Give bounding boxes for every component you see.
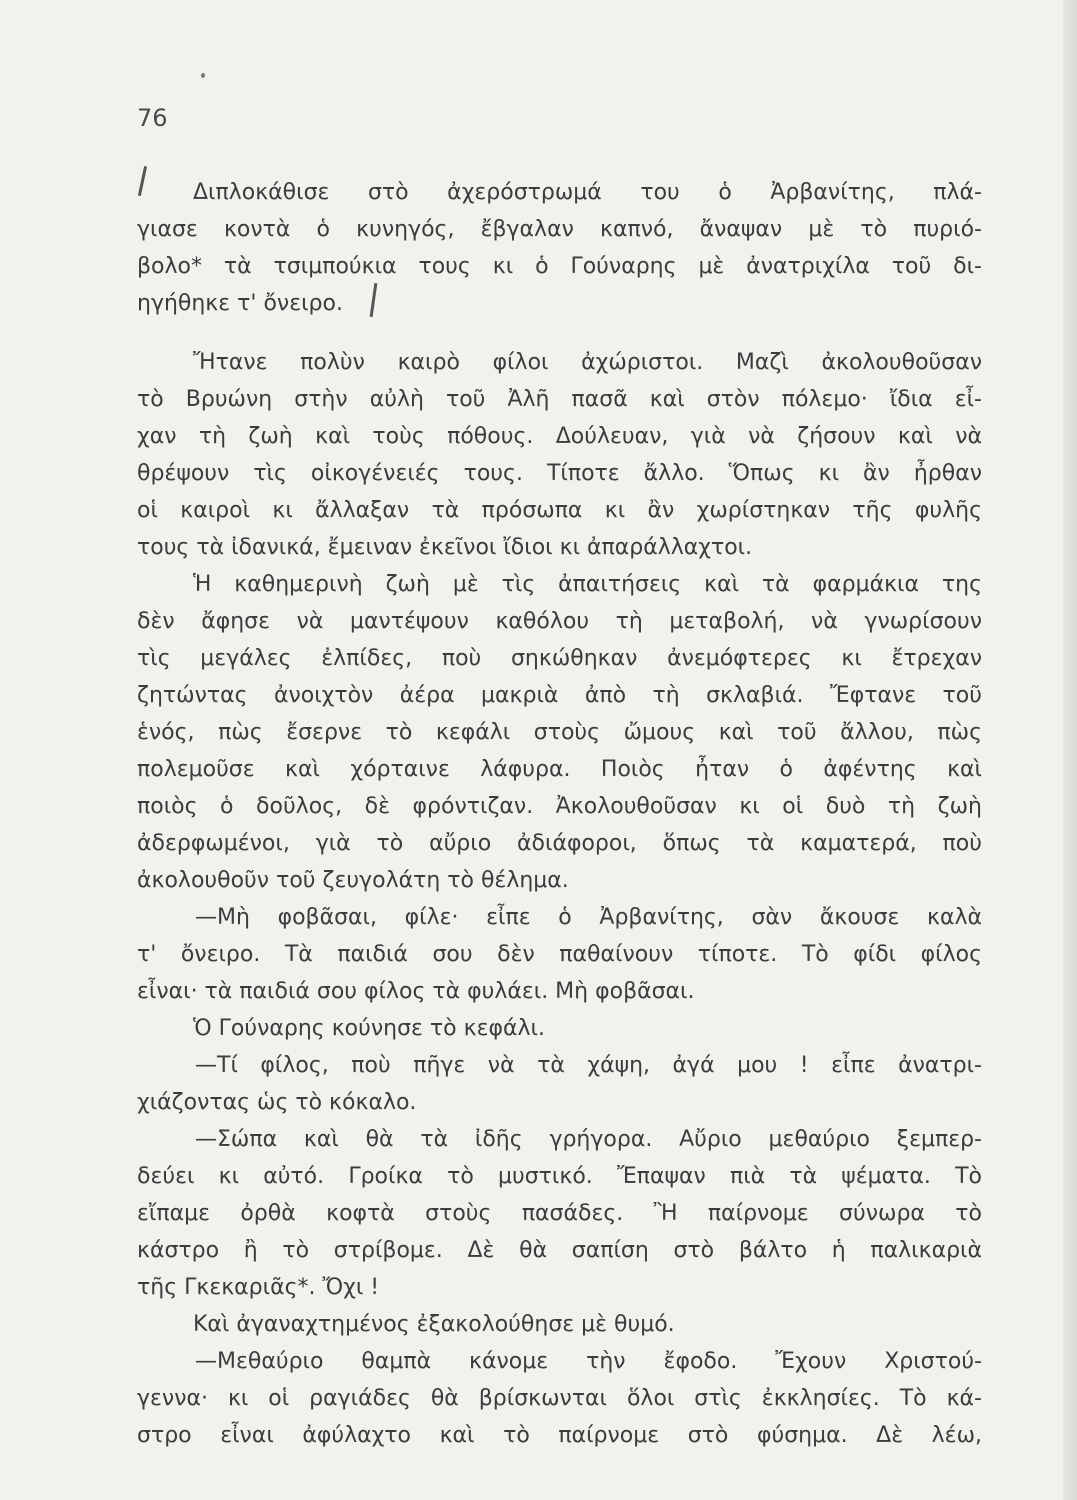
text-line: τὸ Βρυώνη στὴν αὐλὴ τοῦ Ἀλῆ πασᾶ καὶ στὸν πόλεμο· ἴδια εἶ-	[137, 387, 982, 412]
text-line: ἑνός, πὼς ἔσερνε τὸ κεφάλι στοὺς ὤμους καὶ τοῦ ἄλλου, πὼς	[137, 720, 982, 745]
text-line: ποιὸς ὁ δοῦλος, δὲ φρόντιζαν. Ἀκολουθοῦσαν κι οἱ δυὸ τὴ ζωὴ	[137, 794, 982, 819]
text-line: ἀδερφωμένοι, γιὰ τὸ αὔριο ἀδιάφοροι, ὅπως τὰ καματερά, ποὺ	[137, 831, 982, 856]
text-line: πολεμοῦσε καὶ χόρταινε λάφυρα. Ποιὸς ἦταν ὁ ἀφέντης καὶ	[137, 757, 982, 782]
text-line: οἱ καιροὶ κι ἄλλαξαν τὰ πρόσωπα κι ἂν χωρίστηκαν τῆς φυλῆς	[137, 498, 982, 523]
text-line: —Μὴ φοβᾶσαι, φίλε· εἶπε ὁ Ἀρβανίτης, σὰν ἄκουσε καλὰ	[195, 905, 982, 930]
text-line: κάστρο ἢ τὸ στρίβομε. Δὲ θὰ σαπίση στὸ βάλτο ἡ παλικαριὰ	[137, 1238, 982, 1263]
text-line: τους τὰ ἰδανικά, ἔμειναν ἐκεῖνοι ἴδιοι κι ἀπαράλλαχτοι.	[137, 535, 753, 560]
body-text	[137, 174, 982, 1454]
text-line: στρο εἶναι ἀφύλαχτο καὶ τὸ παίρνομε στὸ φύσημα. Δὲ λέω,	[137, 1423, 982, 1448]
text-line: ηγήθηκε τ' ὄνειρο.	[137, 291, 343, 316]
text-line: ζητώντας ἀνοιχτὸν ἀέρα μακριὰ ἀπὸ τὴ σκλαβιά. Ἔφτανε τοῦ	[137, 683, 982, 708]
text-line: χαν τὴ ζωὴ καὶ τοὺς πόθους. Δούλευαν, γιὰ νὰ ζήσουν καὶ νὰ	[137, 424, 982, 449]
text-line: τὶς μεγάλες ἐλπίδες, ποὺ σηκώθηκαν ἀνεμόφτερες κι ἔτρεχαν	[137, 646, 982, 671]
text-line: δεύει κι αὐτό. Γροίκα τὸ μυστικό. Ἔπαψαν πιὰ τὰ ψέματα. Τὸ	[137, 1164, 982, 1189]
page-edge-shadow	[1063, 0, 1077, 1500]
page-number: 76	[137, 104, 168, 132]
text-line: —Μεθαύριο θαμπὰ κάνομε τὴν ἔφοδο. Ἔχουν Χριστού-	[195, 1349, 982, 1374]
text-line: τῆς Γκεκαριᾶς*. Ὄχι !	[137, 1275, 380, 1300]
text-line: Ἡ καθημερινὴ ζωὴ μὲ τὶς ἀπαιτήσεις καὶ τὰ φαρμάκια της	[193, 572, 982, 597]
text-line: —Σώπα καὶ θὰ τὰ ἰδῆς γρήγορα. Αὔριο μεθαύριο ξεμπερ-	[195, 1127, 982, 1152]
text-line: γιασε κοντὰ ὁ κυνηγός, ἔβγαλαν καπνό, ἄναψαν μὲ τὸ πυριό-	[137, 217, 982, 242]
text-line: ἀκολουθοῦν τοῦ ζευγολάτη τὸ θέλημα.	[137, 868, 569, 893]
text-line: δὲν ἄφησε νὰ μαντέψουν καθόλου τὴ μεταβολή, νὰ γνωρίσουν	[137, 609, 982, 634]
text-line: θρέψουν τὶς οἰκογένειές τους. Τίποτε ἄλλο. Ὅπως κι ἂν ἦρθαν	[137, 461, 982, 486]
text-line: Διπλοκάθισε στὸ ἀχερόστρωμά του ὁ Ἀρβανίτης, πλά-	[193, 180, 982, 205]
text-line: Καὶ ἀγαναχτημένος ἐξακολούθησε μὲ θυμό.	[193, 1312, 675, 1337]
text-line: —Τί φίλος, ποὺ πῆγε νὰ τὰ χάψη, ἀγά μου ! εἶπε ἀνατρι-	[195, 1053, 982, 1078]
paragraph-gap	[137, 322, 982, 344]
ink-speck	[201, 73, 205, 78]
text-line: Ὁ Γούναρης κούνησε τὸ κεφάλι.	[193, 1016, 545, 1041]
text-line: τ' ὄνειρο. Τὰ παιδιά σου δὲν παθαίνουν τίποτε. Τὸ φίδι φίλος	[137, 942, 982, 967]
text-line: εἶναι· τὰ παιδιά σου φίλος τὰ φυλάει. Μὴ φοβᾶσαι.	[137, 979, 695, 1004]
text-line: γεννα· κι οἱ ραγιάδες θὰ βρίσκωνται ὅλοι στὶς ἐκκλησίες. Τὸ κά-	[137, 1386, 982, 1411]
text-line: βολο* τὰ τσιμπούκια τους κι ὁ Γούναρης μὲ ἀνατριχίλα τοῦ δι-	[137, 254, 982, 279]
text-line: χιάζοντας ὡς τὸ κόκαλο.	[137, 1090, 417, 1115]
text-line: Ἤτανε πολὺν καιρὸ φίλοι ἀχώριστοι. Μαζὶ ἀκολουθοῦσαν	[193, 350, 982, 375]
text-line: εἴπαμε ὀρθὰ κοφτὰ στοὺς πασάδες. Ἢ παίρνομε σύνωρα τὸ	[137, 1201, 982, 1226]
